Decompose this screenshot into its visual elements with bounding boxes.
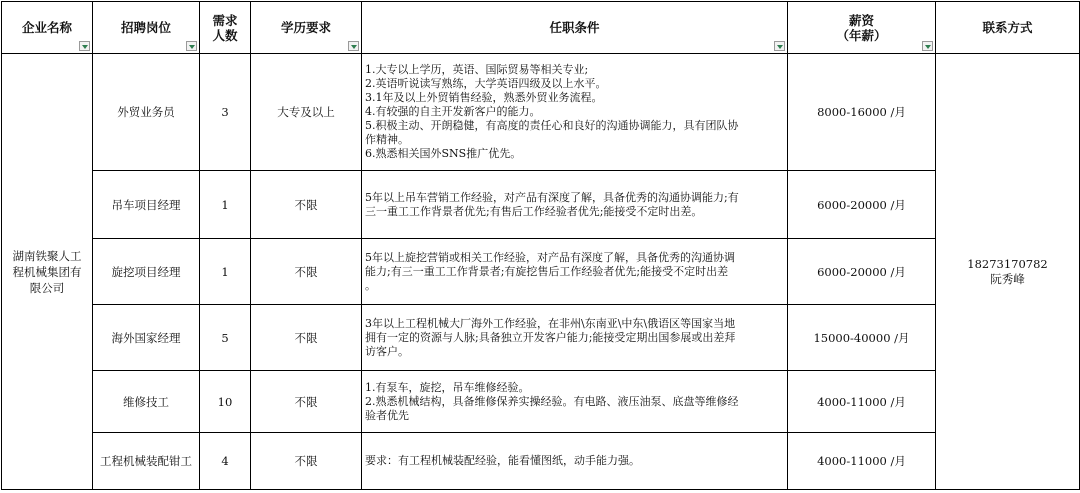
position-cell: 维修技工: [93, 371, 200, 433]
requirements-cell: [362, 433, 788, 490]
count-cell: 3: [200, 54, 251, 171]
position-cell: 工程机械装配钳工: [93, 433, 200, 490]
table-row: [2, 433, 1080, 490]
position-cell: 吊车项目经理: [93, 171, 200, 239]
count-cell: 1: [200, 171, 251, 239]
requirement-line: 1.大专以上学历，英语、国际贸易等相关专业;: [365, 63, 589, 76]
education-cell: 不限: [251, 239, 362, 305]
requirement-line: 1.有泵车，旋挖，吊车维修经验。: [365, 380, 530, 394]
header-education: [251, 2, 362, 54]
count-cell: 1: [200, 239, 251, 305]
position-cell: 外贸业务员: [93, 54, 200, 171]
table-row: [2, 305, 1080, 371]
table-row: [2, 239, 1080, 305]
table-row: [2, 171, 1080, 239]
filter-dropdown-icon[interactable]: [79, 41, 90, 51]
requirement-line: 三一重工工作背景者优先;有售后工作经验者优先;能接受不定时出差。: [365, 204, 703, 218]
requirement-line: 5.积极主动、开朗稳健，有高度的责任心和良好的沟通协调能力，具有团队协: [365, 119, 739, 132]
contact-person: 阮秀峰: [990, 271, 1025, 286]
requirement-line: 能力;有三一重工工作背景者;有旋挖售后工作经验者优先;能接受不定时出差: [365, 264, 729, 278]
count-cell: 5: [200, 305, 251, 371]
salary-cell: 6000-20000 /月: [788, 239, 936, 305]
requirement-line: 6.熟悉相关国外SNS推广优先。: [365, 147, 522, 160]
requirement-line: 。: [365, 278, 376, 292]
header-row: [2, 2, 1080, 54]
header-contact: [936, 2, 1080, 54]
salary-cell: 4000-11000 /月: [788, 433, 936, 490]
salary-cell: 15000-40000 /月: [788, 305, 936, 371]
requirements-cell: [362, 305, 788, 371]
requirement-line: 访客户。: [365, 344, 409, 358]
header-count-label: 人数: [212, 27, 238, 43]
requirements-cell: [362, 371, 788, 433]
requirements-cell: [362, 239, 788, 305]
contact-phone: 18273170782: [967, 256, 1048, 271]
requirement-line: 要求：有工程机械装配经验，能看懂图纸，动手能力强。: [365, 454, 640, 467]
requirement-line: 3.1年及以上外贸销售经验，熟悉外贸业务流程。: [365, 91, 603, 104]
requirement-line: 2.英语听说读写熟练，大学英语四级及以上水平。: [365, 77, 607, 90]
requirement-line: 5年以上吊车营销工作经验，对产品有深度了解，具备优秀的沟通协调能力;有: [365, 190, 739, 204]
requirement-line: 2.熟悉机械结构，具备维修保养实操经验。有电路、液压油泵、底盘等维修经: [365, 394, 739, 408]
requirements-cell: [362, 54, 788, 171]
company-name-cell: [2, 54, 93, 490]
filter-dropdown-icon[interactable]: [348, 41, 359, 51]
requirement-line: 5年以上旋挖营销或相关工作经验，对产品有深度了解，具备优秀的沟通协调: [365, 250, 735, 264]
education-cell: 不限: [251, 171, 362, 239]
header-salary-label: 薪资: [848, 12, 874, 28]
requirement-line: 作精神。: [365, 133, 409, 146]
header-salary: [788, 2, 936, 54]
header-count: [200, 2, 251, 54]
count-cell: 10: [200, 371, 251, 433]
requirement-line: 验者优先: [365, 408, 409, 422]
company-name-line: 程机械集团有: [12, 264, 82, 279]
filter-dropdown-icon[interactable]: [774, 41, 785, 51]
header-position: [93, 2, 200, 54]
education-cell: 大专及以上: [251, 54, 362, 171]
salary-cell: 6000-20000 /月: [788, 171, 936, 239]
header-salary-label: （年薪）: [836, 27, 887, 43]
table-row: [2, 54, 1080, 171]
requirement-line: 拥有一定的资源与人脉;具备独立开发客户能力;能接受定期出国参展或出差拜: [365, 330, 736, 344]
position-cell: 海外国家经理: [93, 305, 200, 371]
header-requirements-label: 任职条件: [549, 20, 600, 35]
requirement-line: 3年以上工程机械大厂海外工作经验，在非州\东南亚\中东\俄语区等国家当地: [365, 316, 736, 330]
salary-cell: 4000-11000 /月: [788, 371, 936, 433]
header-position-label: 招聘岗位: [120, 20, 171, 35]
filter-dropdown-icon[interactable]: [922, 41, 933, 51]
recruitment-table: [1, 1, 1080, 490]
education-cell: 不限: [251, 305, 362, 371]
header-company-label: 企业名称: [21, 20, 72, 35]
requirements-cell: [362, 171, 788, 239]
position-cell: 旋挖项目经理: [93, 239, 200, 305]
header-company: [2, 2, 93, 54]
company-name-line: 限公司: [29, 280, 65, 295]
salary-cell: 8000-16000 /月: [788, 54, 936, 171]
count-cell: 4: [200, 433, 251, 490]
header-contact-label: 联系方式: [982, 20, 1033, 35]
table-row: [2, 371, 1080, 433]
education-cell: 不限: [251, 433, 362, 490]
education-cell: 不限: [251, 371, 362, 433]
header-count-label: 需求: [212, 12, 238, 28]
contact-cell: [936, 54, 1080, 490]
filter-dropdown-icon[interactable]: [186, 41, 197, 51]
requirement-line: 4.有较强的自主开发新客户的能力。: [365, 105, 541, 118]
header-education-label: 学历要求: [280, 20, 331, 35]
company-name-line: 湖南铁聚人工: [12, 248, 82, 263]
header-requirements: [362, 2, 788, 54]
